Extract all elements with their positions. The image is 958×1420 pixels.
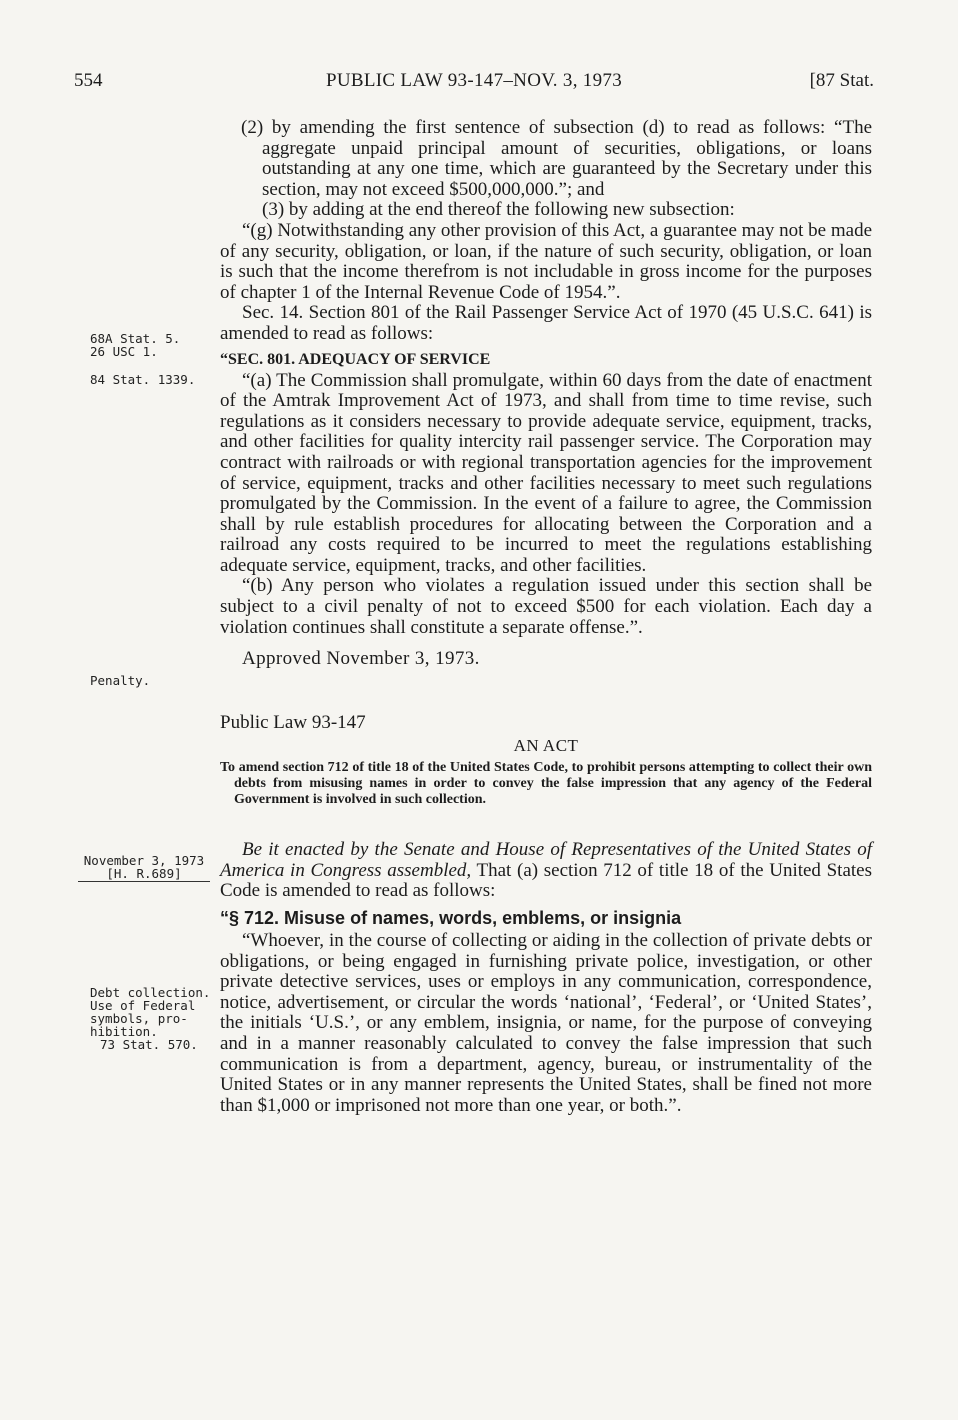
running-title: PUBLIC LAW 93-147–NOV. 3, 1973 (325, 70, 622, 91)
margin-rule (78, 881, 210, 882)
margin-note-stat (90, 373, 218, 386)
margin-note-line: 26 USC 1. (90, 344, 158, 359)
an-act-heading: AN ACT (513, 736, 579, 756)
approval-date: Approved November 3, 1973. (242, 648, 480, 670)
page-header (74, 70, 874, 96)
volume-reference: [87 Stat. (809, 70, 874, 91)
paragraph-g: “(g) Notwithstanding any other provision of this Act, a guarantee may not be made of any security, obligation, or loan, if the nature of such security, obligation, or loan is such that the income therefrom is not includable in gross income for the purposes of chapter 1 of the Internal Revenue Code of 1954.”. (220, 219, 873, 303)
paragraph-3: (3) by adding at the end thereof the following new subsection: (262, 199, 735, 221)
margin-note-line: November 3, 1973 (83, 853, 205, 868)
margin-note-line: hibition. (90, 1024, 158, 1039)
margin-note-penalty (90, 674, 218, 687)
margin-note-date-bill (78, 854, 210, 880)
margin-note-line: 84 Stat. 1339. (90, 372, 196, 387)
section-801-heading: “SEC. 801. ADEQUACY OF SERVICE (220, 350, 491, 368)
main-text (220, 118, 872, 1116)
paragraph-2: (2) by amending the first sentence of subsection (d) to read as follows: “The aggregate unpaid principal amount of securities, obligations, or loans outstanding at any one time, which are guaranteed by the Secretary under this section, may not exceed $500,000,000.”; and (241, 117, 872, 200)
paragraph-b: “(b) Any person who violates a regulation issued under this section shall be subject to a civil penalty of not to exceed $500 for each violation. Each day a violation continues shall constitute a separate offense.”. (220, 575, 872, 638)
margin-note-line: [H. R.689] (106, 866, 182, 881)
paragraph-a: “(a) The Commission shall promulgate, within 60 days from the date of enactment of the Amtrak Improvement Act of 1973, and shall from time to time revise, such regulations as it considers necessary to provide adequate service, equipment, tracks, and other facilities for quality intercity rail passenger service. The Corporation may contract with railroads or with regional transportation agencies for the improvement of service, equipment, tracks and other facilities necessary to meet such regulations promulgated by the Commission. In the event of a failure to agree, the Commission shall by rule establish procedures for allocating between the Corporation and a railroad any costs required to be incurred to meet the regulations establishing adequate service, equipment, tracks, and other facilities. (220, 369, 872, 576)
margin-note-line: Use of Federal (90, 998, 196, 1013)
margin-note-line: 68A Stat. 5. (90, 331, 181, 346)
enacting-rest: That (a) section 712 of title 18 of the United States Code is amended to read as follows: (220, 859, 872, 902)
enacting-formula: Be it enacted by the Senate and House of Representatives of the United States of America in Congress assembled, (220, 839, 872, 881)
margin-note-debt-collection (90, 986, 218, 1051)
margin-note-line: Penalty. (90, 673, 151, 688)
section-14: Sec. 14. Section 801 of the Rail Passenger Service Act of 1970 (45 U.S.C. 641) is amended to read as follows: (220, 302, 872, 344)
page-number: 554 (74, 70, 103, 91)
enacting-clause (220, 840, 872, 902)
margin-note-revenue-code (90, 332, 218, 358)
margin-note-line: symbols, pro- (90, 1011, 188, 1026)
margin-note-line: 73 Stat. 570. (100, 1037, 198, 1052)
public-law-title: Public Law 93-147 (220, 712, 366, 734)
margin-note-line: Debt collection. (90, 985, 211, 1000)
section-712-heading: “§ 712. Misuse of names, words, emblems, or insignia (220, 908, 682, 929)
act-purpose: To amend section 712 of title 18 of the United States Code, to prohibit persons attempting to collect their own debts from misusing names in order to convey the false impression that any agency of the Federal Government is involved in such collection. (220, 760, 872, 808)
section-712-text: “Whoever, in the course of collecting or aiding in the collection of private debts or obligations, or being engaged in furnishing private police, investigation, or other private detective services, uses or employs in any communication, correspondence, notice, advertisement, or circular the words ‘national’, ‘Federal’, or ‘United States’, the initials ‘U.S.’, or any emblem, insignia, or name, for the purpose of conveying and in a manner reasonably calculated to convey the false impression that such communication is from a department, agency, bureau, or instrumentality of the United States or in any manner represents the United States, shall be fined not more than $1,000 or imprisoned not more than one year, or both.”. (220, 930, 872, 1116)
